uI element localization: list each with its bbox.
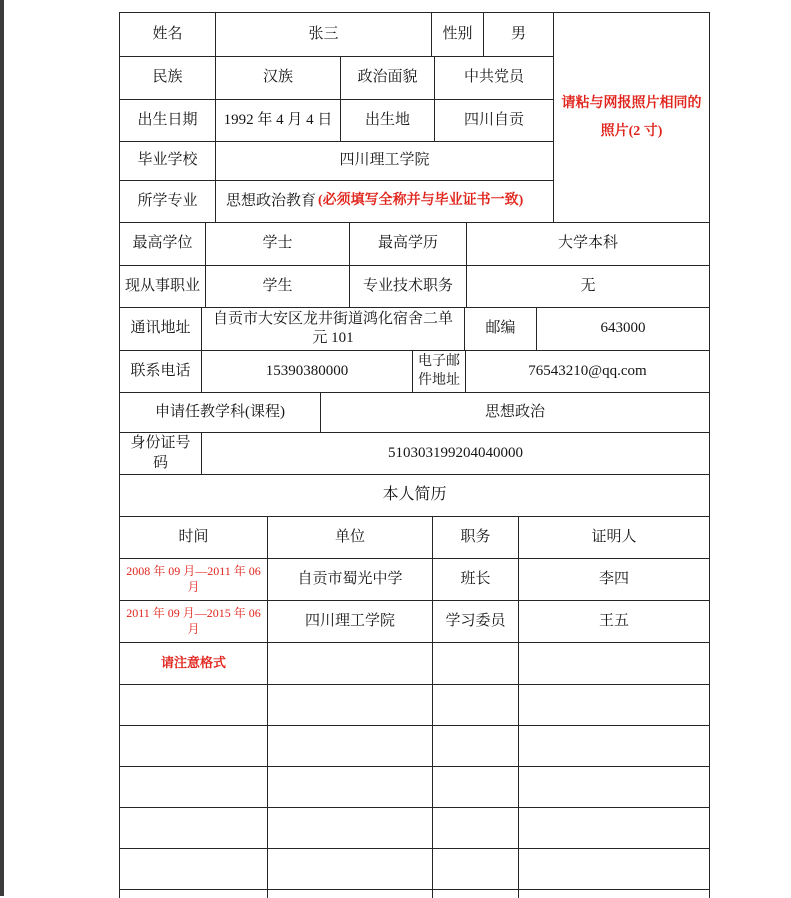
major-value-cell (216, 181, 554, 223)
ethnicity-value: 汉族 (216, 57, 341, 100)
resume-position-value: 班长 (433, 559, 519, 601)
resume-unit-value (268, 643, 433, 685)
row-occupation-title (120, 266, 710, 308)
phone-label: 联系电话 (120, 351, 202, 393)
application-form-table (119, 12, 710, 898)
id-number-value: 510303199204040000 (202, 433, 710, 475)
row-teaching-subject (120, 393, 710, 433)
major-value: 思想政治教育 (226, 192, 317, 209)
row-graduate-school (120, 142, 554, 181)
professional-title-label: 专业技术职务 (350, 266, 467, 308)
resume-row (120, 643, 710, 685)
row-id-number (120, 433, 710, 475)
resume-header-row (120, 517, 710, 559)
resume-empty-row (120, 808, 710, 849)
major-note: (必须填写全称并与毕业证书一致) (318, 193, 524, 209)
resume-empty-cell (120, 890, 268, 898)
photo-instruction-text: 请粘与网报照片相同的照片(2 寸) (561, 95, 702, 139)
resume-empty-cell (433, 685, 519, 726)
resume-header-unit: 单位 (268, 517, 433, 559)
resume-empty-cell (268, 685, 433, 726)
resume-empty-cell (268, 849, 433, 890)
postal-code-label: 邮编 (465, 308, 537, 351)
teaching-subject-label: 申请任教学科(课程) (120, 393, 321, 433)
resume-empty-cell (519, 808, 710, 849)
highest-degree-label: 最高学位 (120, 223, 206, 266)
row-major (120, 181, 554, 223)
resume-empty-cell (120, 685, 268, 726)
phone-value: 15390380000 (202, 351, 413, 393)
resume-empty-row-cropped (120, 890, 710, 898)
highest-degree-value: 学士 (206, 223, 350, 266)
mailing-address-value: 自贡市大安区龙井街道鸿化宿舍二单元 101 (202, 308, 465, 351)
professional-title-value: 无 (467, 266, 710, 308)
resume-empty-cell (120, 726, 268, 767)
major-label: 所学专业 (120, 181, 216, 223)
resume-empty-cell (120, 767, 268, 808)
resume-position-value (433, 643, 519, 685)
resume-empty-cell (433, 808, 519, 849)
highest-education-value: 大学本科 (467, 223, 710, 266)
row-ethnicity-political (120, 57, 554, 100)
email-label: 电子邮件地址 (413, 351, 466, 393)
row-birth (120, 100, 554, 142)
resume-format-note: 请注意格式 (120, 643, 268, 685)
resume-time-value: 2008 年 09 月—2011 年 06 月 (120, 559, 268, 601)
birth-date-label: 出生日期 (120, 100, 216, 142)
resume-empty-row (120, 767, 710, 808)
resume-row (120, 601, 710, 643)
resume-header-position: 职务 (433, 517, 519, 559)
highest-education-label: 最高学历 (350, 223, 467, 266)
resume-empty-cell (433, 890, 519, 898)
resume-empty-cell (120, 808, 268, 849)
gender-label: 性别 (432, 13, 484, 57)
birth-place-label: 出生地 (341, 100, 435, 142)
resume-header-reference: 证明人 (519, 517, 710, 559)
scanned-page-edge (0, 0, 4, 896)
resume-unit-value: 四川理工学院 (268, 601, 433, 643)
email-value: 76543210@qq.com (466, 351, 710, 393)
gender-value: 男 (484, 13, 554, 57)
photo-placeholder-cell (554, 13, 710, 223)
political-status-label: 政治面貌 (341, 57, 435, 100)
mailing-address-label: 通讯地址 (120, 308, 202, 351)
resume-empty-cell (519, 767, 710, 808)
political-status-value: 中共党员 (435, 57, 554, 100)
name-value: 张三 (216, 13, 432, 57)
resume-empty-cell (519, 890, 710, 898)
resume-empty-cell (268, 808, 433, 849)
row-phone-email (120, 351, 710, 393)
resume-empty-cell (268, 767, 433, 808)
resume-empty-cell (433, 767, 519, 808)
resume-position-value: 学习委员 (433, 601, 519, 643)
row-resume-title (120, 475, 710, 517)
resume-empty-cell (519, 726, 710, 767)
birth-place-value: 四川自贡 (435, 100, 554, 142)
birth-date-value: 1992 年 4 月 4 日 (216, 100, 341, 142)
resume-time-value: 2011 年 09 月—2015 年 06 月 (120, 601, 268, 643)
resume-empty-cell (268, 726, 433, 767)
resume-unit-value: 自贡市蜀光中学 (268, 559, 433, 601)
name-label: 姓名 (120, 13, 216, 57)
postal-code-value: 643000 (537, 308, 710, 351)
resume-empty-cell (120, 849, 268, 890)
row-name-gender (120, 13, 554, 57)
ethnicity-label: 民族 (120, 57, 216, 100)
resume-empty-cell (433, 849, 519, 890)
graduate-school-value: 四川理工学院 (216, 142, 554, 181)
row-degree-education (120, 223, 710, 266)
row-address-postal (120, 308, 710, 351)
id-number-label: 身份证号码 (120, 433, 202, 475)
personal-info-grid (120, 13, 554, 223)
resume-reference-value: 王五 (519, 601, 710, 643)
resume-empty-row (120, 849, 710, 890)
teaching-subject-value: 思想政治 (321, 393, 710, 433)
resume-empty-row (120, 726, 710, 767)
resume-row (120, 559, 710, 601)
resume-empty-cell (268, 890, 433, 898)
resume-reference-value: 李四 (519, 559, 710, 601)
current-occupation-label: 现从事职业 (120, 266, 206, 308)
graduate-school-label: 毕业学校 (120, 142, 216, 181)
resume-empty-cell (433, 726, 519, 767)
resume-empty-row (120, 685, 710, 726)
personal-info-section (120, 13, 710, 223)
current-occupation-value: 学生 (206, 266, 350, 308)
resume-empty-cell (519, 849, 710, 890)
resume-empty-cell (519, 685, 710, 726)
resume-section-title: 本人简历 (120, 475, 710, 517)
resume-header-time: 时间 (120, 517, 268, 559)
resume-reference-value (519, 643, 710, 685)
